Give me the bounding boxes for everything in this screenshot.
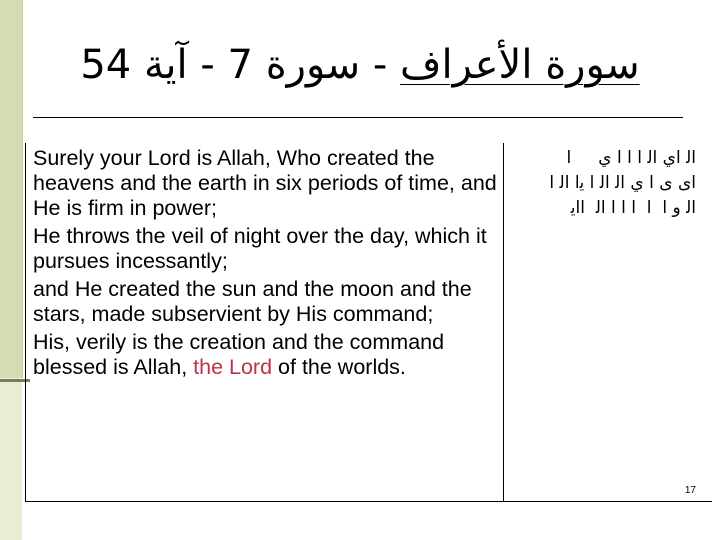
page-number: 17 xyxy=(684,485,696,496)
arabic-line-3: ﺍﻟ ﻭ ﺍ ﺍ ﺍ ﺍ ﺍ ﺍﻟ ﺍﺍﻳ xyxy=(570,198,696,218)
slide-title xyxy=(0,42,720,102)
translation-paragraph-4-end: of the worlds. xyxy=(272,355,406,379)
english-translation xyxy=(33,146,503,380)
arabic-verse-text xyxy=(506,146,696,221)
highlighted-phrase: the Lord xyxy=(193,355,273,379)
translation-paragraph-4-start: His, verily is the creation and the command blessed is Allah, xyxy=(33,330,445,379)
arabic-line-2: ﺍﻯ ﻯ ﺍ ﻱ ﺍﻟ ﺍﻟ ﺍ ﻳﺍ ﺍﻟ ﺍ xyxy=(549,173,696,193)
title-divider xyxy=(33,117,683,118)
arabic-line-1: ﺍﻟ ﺍﻱ ﺍﻟ ﺍ ﺍ ﺍ ﻱ ﺍ xyxy=(566,148,696,168)
translation-paragraph-1: Surely your Lord is Allah, Who created the heavens and the earth in six periods of time, and He is firm in power; xyxy=(33,146,497,220)
surah-name: سورة الأعراف xyxy=(400,42,640,88)
translation-paragraph-2: He throws the veil of night over the day, which it pursues incessantly; xyxy=(33,224,487,273)
translation-paragraph-3: and He created the sun and the moon and the stars, made subservient by His command; xyxy=(33,277,472,326)
surah-reference: - سورة 7 - آية 54 xyxy=(80,42,401,88)
translation-paragraph-4 xyxy=(33,330,503,380)
column-divider xyxy=(503,143,504,501)
